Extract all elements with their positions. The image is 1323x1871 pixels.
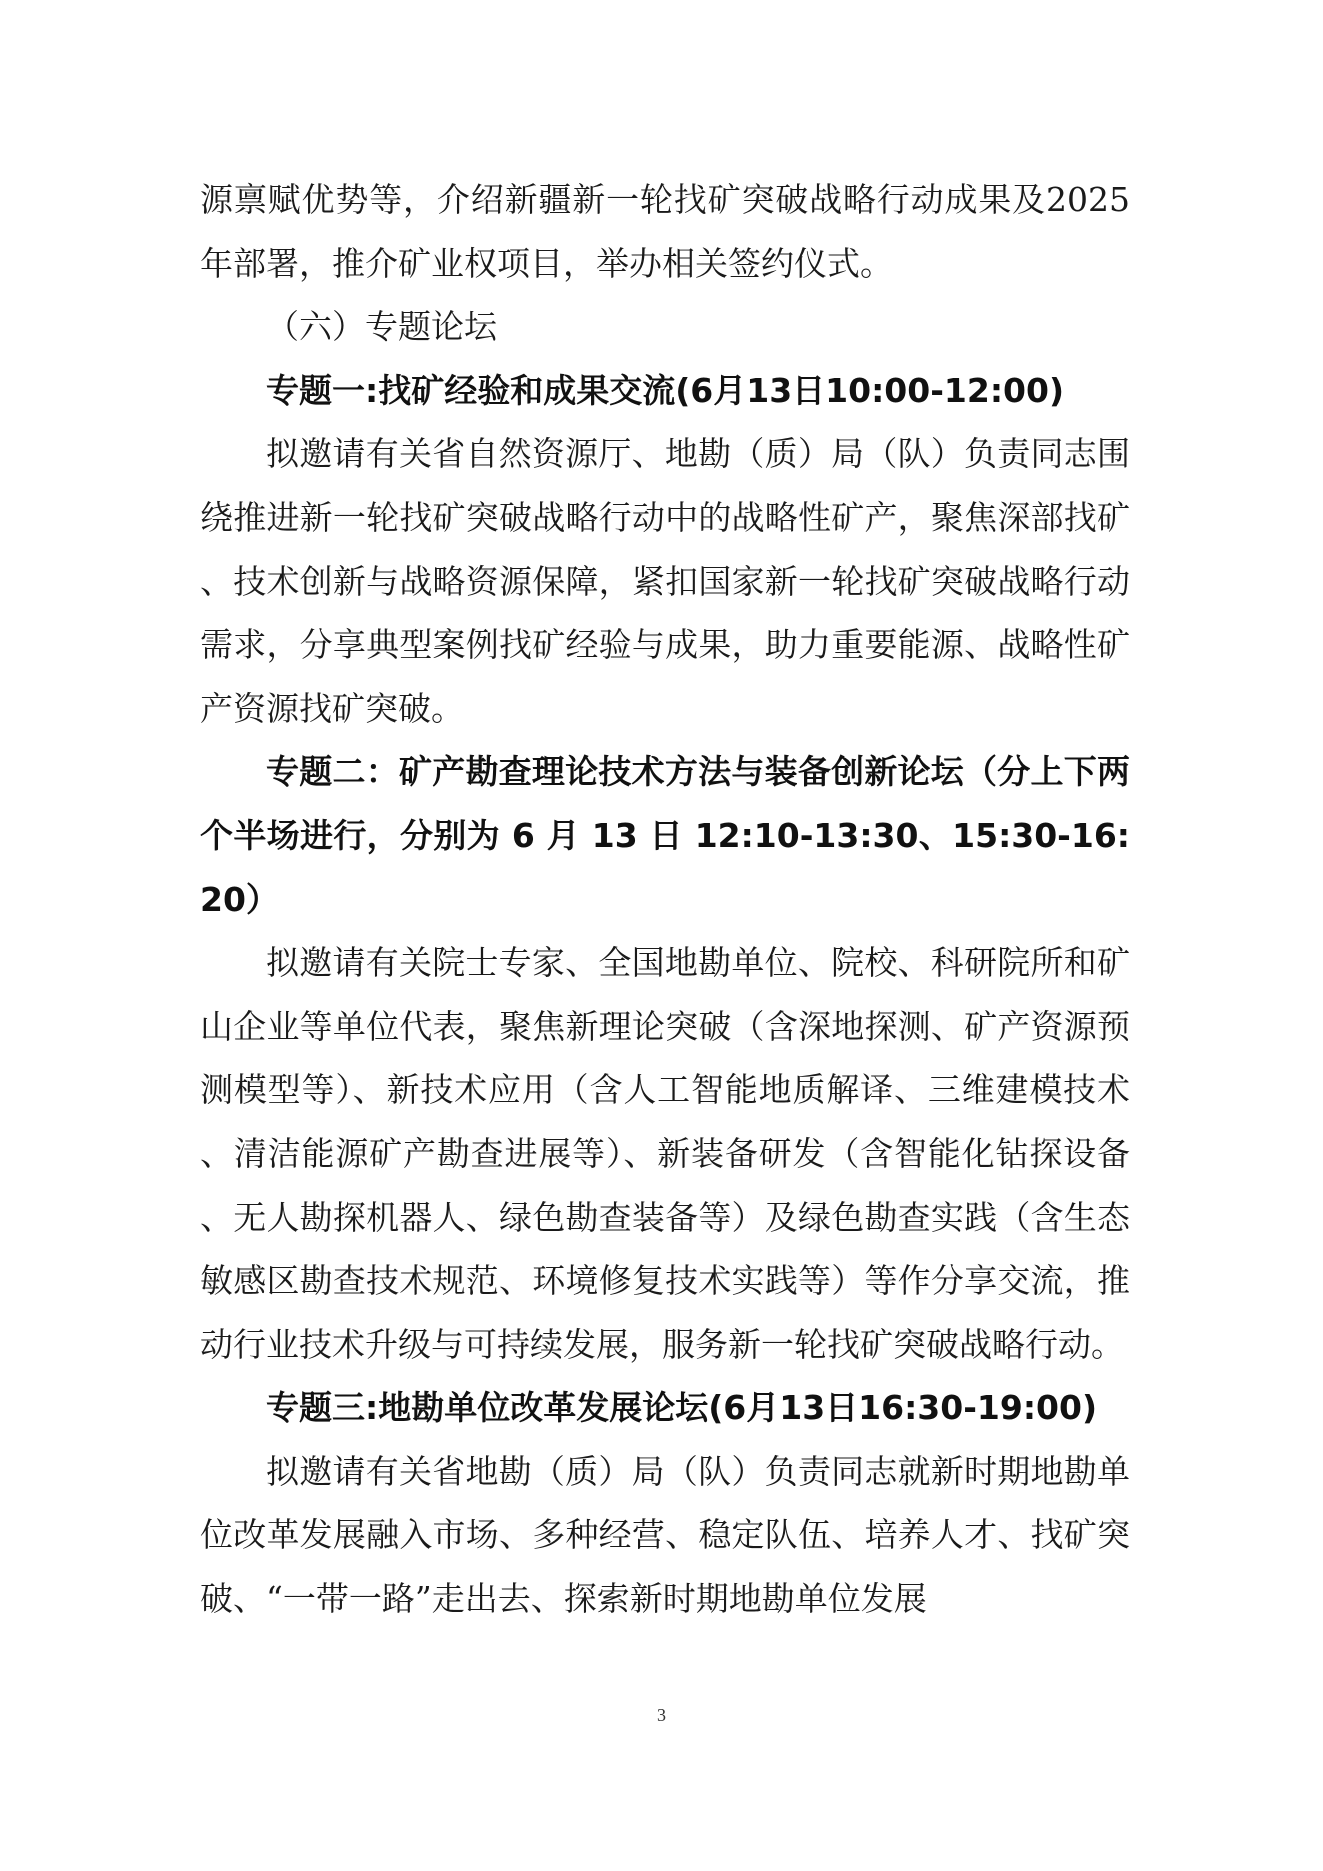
topic-heading-2: 专题二：矿产勘查理论技术方法与装备创新论坛（分上下两个半场进行，分别为 6 月 13 日 12:10-13:30、15:30-16:20）: [200, 752, 1130, 919]
section-subheading: （六）专题论坛: [266, 307, 497, 347]
body-paragraph: 拟邀请有关省地勘（质）局（队）负责同志就新时期地勘单位改革发展融入市场、多种经营、稳定队伍、培养人才、找矿突破、“一带一路”走出去、探索新时期地勘单位发展: [200, 1451, 1130, 1619]
body-paragraph: 源禀赋优势等，介绍新疆新一轮找矿突破战略行动成果及2025年部署，推介矿业权项目，举办相关签约仪式。: [200, 180, 1130, 283]
body-paragraph: 拟邀请有关省自然资源厅、地勘（质）局（队）负责同志围绕推进新一轮找矿突破战略行动中的战略性矿产，聚焦深部找矿、技术创新与战略资源保障，紧扣国家新一轮找矿突破战略行动需求，分享典型案例找矿经验与成果，助力重要能源、战略性矿产资源找矿突破。: [200, 434, 1130, 728]
document-body: [200, 168, 1130, 1631]
topic-heading-3: 专题三:地勘单位改革发展论坛(6月13日16:30-19:00): [266, 1388, 1098, 1428]
topic-heading-1: 专题一:找矿经验和成果交流(6月13日10:00-12:00): [266, 370, 1065, 410]
page-number: 3: [657, 1705, 666, 1725]
body-paragraph: 拟邀请有关院士专家、全国地勘单位、院校、科研院所和矿山企业等单位代表，聚焦新理论突破（含深地探测、矿产资源预测模型等）、新技术应用（含人工智能地质解译、三维建模技术、清洁能源矿产勘查进展等）、新装备研发（含智能化钻探设备、无人勘探机器人、绿色勘查装备等）及绿色勘查实践（含生态敏感区勘查技术规范、环境修复技术实践等）等作分享交流，推动行业技术升级与可持续发展，服务新一轮找矿突破战略行动。: [200, 943, 1130, 1364]
